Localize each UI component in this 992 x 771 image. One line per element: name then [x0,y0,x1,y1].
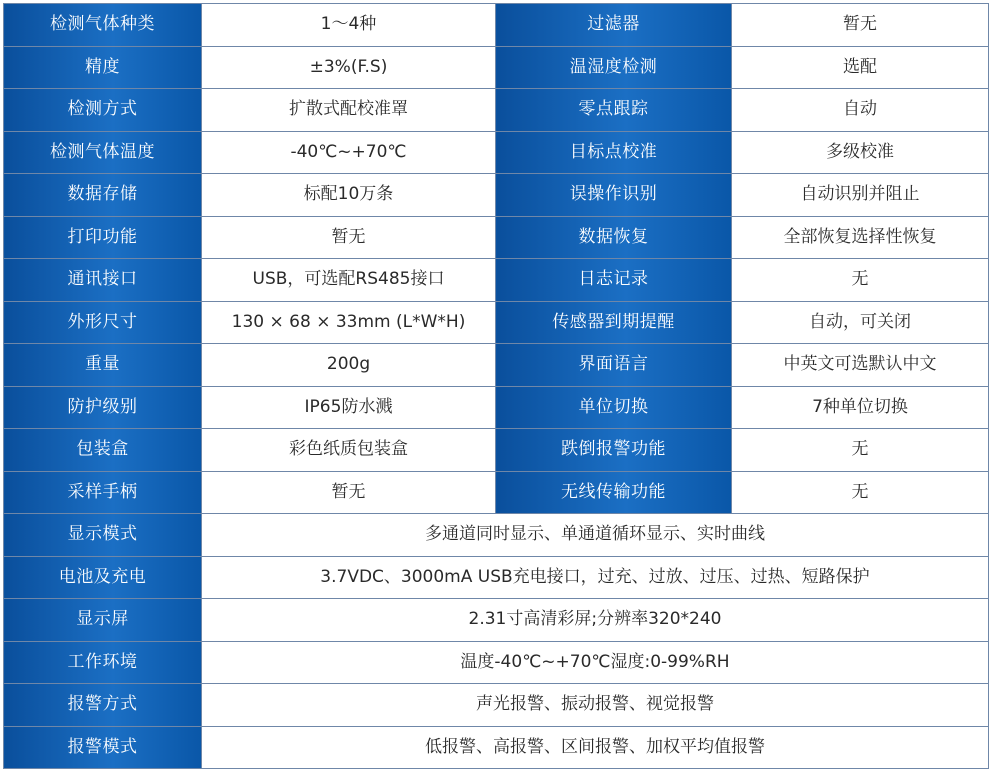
spec-label: 界面语言 [496,344,732,387]
spec-label: 显示模式 [4,514,202,557]
spec-table-body [4,4,989,769]
spec-label: 重量 [4,344,202,387]
table-row [4,259,989,302]
spec-label: 过滤器 [496,4,732,47]
table-row-wide [4,514,989,557]
spec-value: ±3%(F.S) [202,46,496,89]
table-row [4,386,989,429]
spec-label: 防护级别 [4,386,202,429]
spec-label: 零点跟踪 [496,89,732,132]
spec-value: 暂无 [202,216,496,259]
spec-value: 全部恢复选择性恢复 [732,216,989,259]
spec-label: 外形尺寸 [4,301,202,344]
table-row-wide [4,726,989,769]
spec-value: IP65防水溅 [202,386,496,429]
spec-value: 7种单位切换 [732,386,989,429]
spec-label: 无线传输功能 [496,471,732,514]
spec-label: 数据存储 [4,174,202,217]
table-row-wide [4,641,989,684]
table-row [4,471,989,514]
spec-value: 130 × 68 × 33mm (L*W*H) [202,301,496,344]
spec-value: 标配10万条 [202,174,496,217]
table-row-wide [4,599,989,642]
spec-value: USB，可选配RS485接口 [202,259,496,302]
spec-label: 单位切换 [496,386,732,429]
table-row-wide [4,556,989,599]
spec-label: 检测方式 [4,89,202,132]
spec-label: 打印功能 [4,216,202,259]
spec-value: 无 [732,429,989,472]
spec-label: 检测气体温度 [4,131,202,174]
spec-value: 声光报警、振动报警、视觉报警 [202,684,989,727]
spec-label: 传感器到期提醒 [496,301,732,344]
spec-value: 暂无 [202,471,496,514]
spec-label: 日志记录 [496,259,732,302]
spec-value: 中英文可选默认中文 [732,344,989,387]
spec-value: 温度-40℃~+70℃湿度:0-99%RH [202,641,989,684]
spec-label: 跌倒报警功能 [496,429,732,472]
spec-label: 检测气体种类 [4,4,202,47]
spec-value: 多通道同时显示、单通道循环显示、实时曲线 [202,514,989,557]
spec-value: 无 [732,471,989,514]
table-row [4,216,989,259]
spec-value: 3.7VDC、3000mA USB充电接口，过充、过放、过压、过热、短路保护 [202,556,989,599]
spec-label: 采样手柄 [4,471,202,514]
spec-label: 误操作识别 [496,174,732,217]
table-row-wide [4,684,989,727]
spec-label: 目标点校准 [496,131,732,174]
table-row [4,429,989,472]
table-row [4,4,989,47]
spec-label: 电池及充电 [4,556,202,599]
spec-value: 无 [732,259,989,302]
spec-value: 选配 [732,46,989,89]
spec-value: 暂无 [732,4,989,47]
table-row [4,344,989,387]
table-row [4,89,989,132]
spec-value: 1～4种 [202,4,496,47]
spec-value: -40℃~+70℃ [202,131,496,174]
spec-value: 自动识别并阻止 [732,174,989,217]
table-row [4,301,989,344]
table-row [4,131,989,174]
spec-label: 包装盒 [4,429,202,472]
spec-label: 精度 [4,46,202,89]
spec-label: 温湿度检测 [496,46,732,89]
spec-table [3,3,989,769]
spec-sheet [3,3,988,769]
table-row [4,46,989,89]
spec-value: 多级校准 [732,131,989,174]
spec-label: 通讯接口 [4,259,202,302]
spec-value: 自动，可关闭 [732,301,989,344]
spec-value: 自动 [732,89,989,132]
spec-label: 报警模式 [4,726,202,769]
spec-value: 扩散式配校准罩 [202,89,496,132]
table-row [4,174,989,217]
spec-label: 数据恢复 [496,216,732,259]
spec-value: 彩色纸质包装盒 [202,429,496,472]
spec-value: 2.31寸高清彩屏;分辨率320*240 [202,599,989,642]
spec-value: 200g [202,344,496,387]
spec-label: 报警方式 [4,684,202,727]
spec-label: 显示屏 [4,599,202,642]
spec-label: 工作环境 [4,641,202,684]
spec-value: 低报警、高报警、区间报警、加权平均值报警 [202,726,989,769]
